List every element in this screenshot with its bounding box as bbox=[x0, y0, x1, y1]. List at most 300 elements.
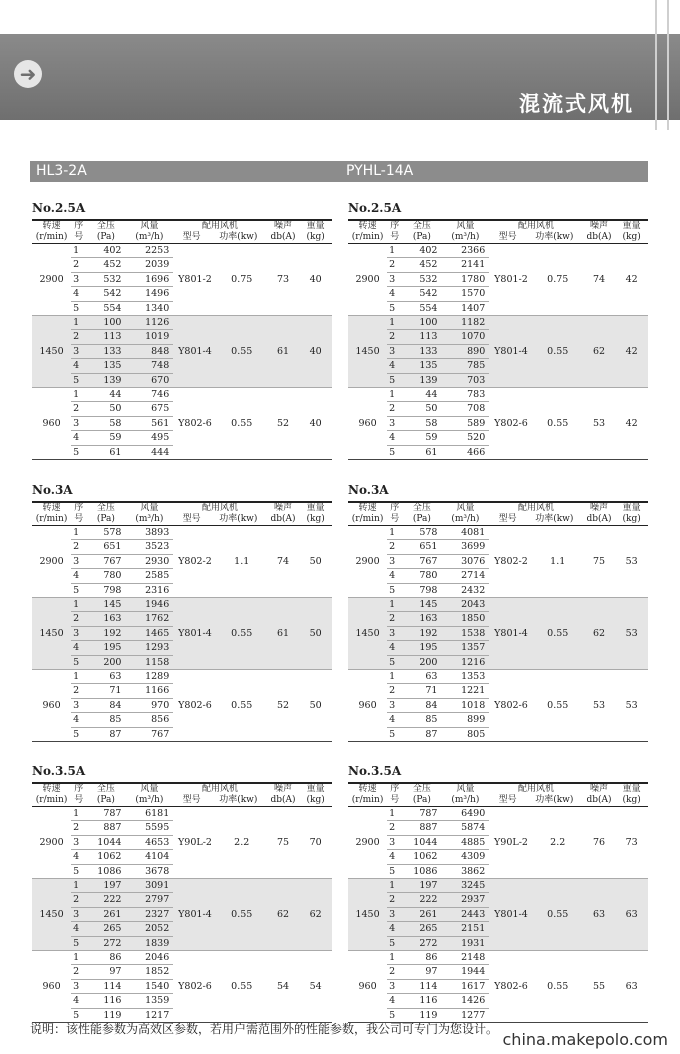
table-header bbox=[32, 502, 332, 526]
seq-cell: 2 bbox=[73, 259, 80, 271]
seq-cell: 3 bbox=[389, 273, 396, 285]
noise-header: 噪声 db(A) bbox=[270, 503, 296, 524]
weight-cell: 40 bbox=[309, 417, 322, 429]
power-cell: 0.55 bbox=[231, 908, 253, 920]
seq-cell: 2 bbox=[389, 822, 396, 834]
pressure-cell: 61 bbox=[109, 446, 122, 458]
seq-cell: 4 bbox=[73, 995, 80, 1007]
motor-model-cell: Y802-6 bbox=[494, 417, 528, 429]
section-title: No.3.5A bbox=[348, 764, 402, 778]
flow-cell: 2327 bbox=[145, 908, 170, 920]
pressure-cell: 87 bbox=[109, 728, 122, 740]
pressure-cell: 1044 bbox=[413, 836, 438, 848]
flow-cell: 1357 bbox=[461, 642, 486, 654]
pressure-cell: 139 bbox=[419, 374, 438, 386]
seq-cell: 3 bbox=[389, 555, 396, 567]
table-row bbox=[348, 951, 648, 965]
weight-header: 重量 (kg) bbox=[622, 503, 641, 524]
pressure-cell: 63 bbox=[425, 671, 438, 683]
speed-group bbox=[32, 598, 332, 670]
speed-group bbox=[32, 388, 332, 460]
pressure-cell: 1086 bbox=[413, 865, 438, 877]
seq-cell: 4 bbox=[389, 288, 396, 300]
speed-header: 转速 (r/min) bbox=[35, 221, 68, 242]
speed-cell: 1450 bbox=[39, 908, 64, 920]
pressure-cell: 651 bbox=[419, 541, 438, 553]
power-cell: 0.55 bbox=[547, 345, 569, 357]
flow-cell: 1359 bbox=[145, 995, 170, 1007]
pressure-cell: 261 bbox=[103, 908, 122, 920]
seq-cell: 3 bbox=[73, 273, 80, 285]
flow-cell: 495 bbox=[151, 432, 170, 444]
pressure-cell: 59 bbox=[425, 432, 438, 444]
noise-cell: 62 bbox=[592, 627, 606, 639]
flow-cell: 6490 bbox=[461, 808, 486, 819]
flow-cell: 1217 bbox=[145, 1009, 170, 1021]
seq-cell: 4 bbox=[389, 923, 396, 935]
table-header bbox=[348, 502, 648, 526]
noise-header: 噪声 db(A) bbox=[586, 221, 612, 242]
noise-cell: 61 bbox=[276, 345, 290, 357]
pressure-cell: 767 bbox=[419, 555, 438, 567]
noise-cell: 63 bbox=[592, 908, 606, 920]
seq-cell: 1 bbox=[389, 952, 396, 964]
weight-cell: 40 bbox=[309, 273, 322, 285]
motor-header: 配用风机 型号 功率(kw) bbox=[498, 221, 574, 242]
motor-model-cell: Y801-4 bbox=[178, 345, 212, 357]
pressure-cell: 100 bbox=[419, 317, 438, 329]
seq-cell: 4 bbox=[73, 851, 80, 863]
power-cell: 2.2 bbox=[234, 836, 250, 848]
seq-cell: 3 bbox=[389, 627, 396, 639]
seq-cell: 2 bbox=[389, 259, 396, 271]
pressure-cell: 114 bbox=[419, 980, 438, 992]
motor-header: 配用风机 型号 功率(kw) bbox=[182, 221, 258, 242]
pressure-cell: 135 bbox=[103, 360, 122, 372]
seq-cell: 1 bbox=[73, 671, 80, 683]
flow-cell: 2797 bbox=[145, 894, 170, 906]
seq-cell: 1 bbox=[73, 880, 80, 892]
seq-cell: 3 bbox=[389, 417, 396, 429]
flow-cell: 3523 bbox=[145, 541, 170, 553]
table-row bbox=[32, 526, 332, 540]
flow-cell: 2937 bbox=[461, 894, 486, 906]
pressure-cell: 113 bbox=[103, 331, 122, 343]
pressure-cell: 578 bbox=[419, 527, 438, 538]
flow-cell: 783 bbox=[467, 389, 486, 401]
flow-cell: 2585 bbox=[145, 570, 170, 582]
flow-cell: 1166 bbox=[145, 685, 170, 697]
pressure-cell: 222 bbox=[419, 894, 438, 906]
flow-cell: 1852 bbox=[145, 966, 170, 978]
table-row bbox=[348, 388, 648, 402]
motor-model-cell: Y90L-2 bbox=[178, 836, 212, 848]
section-title: No.2.5A bbox=[348, 201, 402, 215]
seq-header: 序 号 bbox=[74, 221, 84, 242]
flow-cell: 1850 bbox=[461, 613, 486, 625]
seq-cell: 1 bbox=[73, 527, 80, 538]
seq-cell: 3 bbox=[73, 555, 80, 567]
table-row bbox=[32, 388, 332, 402]
flow-cell: 675 bbox=[151, 403, 170, 415]
power-cell: 0.55 bbox=[231, 980, 253, 992]
motor-header: 配用风机 型号 功率(kw) bbox=[498, 784, 574, 805]
seq-cell: 1 bbox=[389, 245, 396, 256]
pressure-cell: 554 bbox=[103, 302, 122, 314]
weight-header: 重量 (kg) bbox=[622, 784, 641, 805]
pressure-header: 全压 (Pa) bbox=[412, 503, 431, 524]
seq-cell: 2 bbox=[73, 894, 80, 906]
flow-cell: 1839 bbox=[145, 937, 170, 949]
seq-cell: 3 bbox=[73, 345, 80, 357]
power-cell: 0.55 bbox=[547, 699, 569, 711]
noise-cell: 62 bbox=[276, 908, 290, 920]
section-title: No.3A bbox=[32, 483, 73, 497]
pressure-cell: 192 bbox=[419, 627, 438, 639]
table-row bbox=[348, 807, 648, 821]
pressure-cell: 50 bbox=[425, 403, 438, 415]
pressure-cell: 1086 bbox=[97, 865, 122, 877]
seq-cell: 2 bbox=[73, 966, 80, 978]
spec-table bbox=[348, 501, 648, 742]
noise-header: 噪声 db(A) bbox=[586, 503, 612, 524]
speed-cell: 1450 bbox=[355, 345, 380, 357]
pressure-cell: 265 bbox=[419, 923, 438, 935]
pressure-cell: 887 bbox=[103, 822, 122, 834]
seq-cell: 2 bbox=[73, 613, 80, 625]
weight-cell: 42 bbox=[625, 273, 638, 285]
flow-cell: 970 bbox=[151, 699, 170, 711]
power-cell: 0.55 bbox=[231, 699, 253, 711]
motor-model-cell: Y801-4 bbox=[494, 908, 528, 920]
pressure-cell: 133 bbox=[419, 345, 438, 357]
seq-cell: 4 bbox=[73, 923, 80, 935]
noise-cell: 61 bbox=[276, 627, 290, 639]
seq-cell: 4 bbox=[389, 570, 396, 582]
pressure-cell: 780 bbox=[419, 570, 438, 582]
pressure-cell: 452 bbox=[419, 259, 438, 271]
weight-cell: 53 bbox=[625, 699, 638, 711]
motor-model-cell: Y802-6 bbox=[178, 980, 212, 992]
flow-cell: 4309 bbox=[461, 851, 486, 863]
motor-model-cell: Y801-2 bbox=[178, 273, 212, 285]
flow-cell: 1018 bbox=[461, 699, 486, 711]
flow-cell: 1070 bbox=[461, 331, 486, 343]
pressure-cell: 97 bbox=[109, 966, 122, 978]
pressure-header: 全压 (Pa) bbox=[96, 784, 115, 805]
seq-cell: 2 bbox=[73, 822, 80, 834]
pressure-cell: 787 bbox=[103, 808, 122, 819]
weight-cell: 53 bbox=[625, 627, 638, 639]
pressure-cell: 195 bbox=[419, 642, 438, 654]
speed-cell: 2900 bbox=[355, 273, 380, 285]
pressure-cell: 113 bbox=[419, 331, 438, 343]
flow-cell: 1216 bbox=[461, 656, 486, 668]
seq-cell: 3 bbox=[389, 980, 396, 992]
power-cell: 1.1 bbox=[234, 555, 250, 567]
speed-header: 转速 (r/min) bbox=[351, 503, 384, 524]
speed-group bbox=[32, 526, 332, 598]
flow-cell: 748 bbox=[151, 360, 170, 372]
seq-cell: 5 bbox=[389, 584, 396, 596]
pressure-cell: 272 bbox=[103, 937, 122, 949]
speed-group bbox=[32, 244, 332, 316]
flow-cell: 1696 bbox=[145, 273, 170, 285]
flow-cell: 1340 bbox=[145, 302, 170, 314]
flow-cell: 3862 bbox=[461, 865, 486, 877]
flow-cell: 3076 bbox=[461, 555, 486, 567]
noise-cell: 74 bbox=[592, 273, 606, 285]
flow-cell: 1426 bbox=[461, 995, 486, 1007]
speed-cell: 2900 bbox=[39, 273, 64, 285]
flow-cell: 2141 bbox=[461, 259, 486, 271]
pressure-header: 全压 (Pa) bbox=[412, 221, 431, 242]
speed-group bbox=[32, 670, 332, 742]
spec-table bbox=[32, 219, 332, 460]
flow-cell: 746 bbox=[151, 389, 170, 401]
flow-cell: 1221 bbox=[461, 685, 486, 697]
power-cell: 0.75 bbox=[547, 273, 569, 285]
spec-table bbox=[32, 782, 332, 1023]
flow-cell: 5874 bbox=[461, 822, 486, 834]
arrow-right-icon: ➜ bbox=[14, 60, 42, 88]
pressure-cell: 787 bbox=[419, 808, 438, 819]
speed-cell: 1450 bbox=[355, 908, 380, 920]
noise-header: 噪声 db(A) bbox=[270, 784, 296, 805]
seq-cell: 1 bbox=[73, 389, 80, 401]
table-row bbox=[348, 670, 648, 684]
pressure-cell: 145 bbox=[103, 599, 122, 611]
seq-cell: 4 bbox=[389, 360, 396, 372]
weight-header: 重量 (kg) bbox=[306, 221, 325, 242]
flow-cell: 5595 bbox=[145, 822, 170, 834]
seq-cell: 3 bbox=[389, 345, 396, 357]
pressure-cell: 100 bbox=[103, 317, 122, 329]
flow-cell: 1158 bbox=[145, 656, 170, 668]
flow-cell: 589 bbox=[467, 417, 486, 429]
flow-cell: 1465 bbox=[145, 627, 170, 639]
pressure-cell: 197 bbox=[103, 880, 122, 892]
section-title: No.3A bbox=[348, 483, 389, 497]
pressure-cell: 84 bbox=[425, 699, 438, 711]
flow-cell: 3245 bbox=[461, 880, 486, 892]
seq-header: 序 号 bbox=[390, 221, 400, 242]
noise-cell: 54 bbox=[276, 980, 290, 992]
seq-cell: 4 bbox=[389, 995, 396, 1007]
seq-cell: 3 bbox=[73, 627, 80, 639]
pressure-cell: 1062 bbox=[97, 851, 122, 863]
pressure-cell: 265 bbox=[103, 923, 122, 935]
model-right: PYHL-14A bbox=[346, 163, 414, 179]
table-row bbox=[32, 670, 332, 684]
pressure-cell: 163 bbox=[103, 613, 122, 625]
pressure-cell: 1062 bbox=[413, 851, 438, 863]
seq-cell: 4 bbox=[73, 432, 80, 444]
seq-cell: 3 bbox=[73, 908, 80, 920]
seq-cell: 2 bbox=[389, 331, 396, 343]
pressure-cell: 200 bbox=[419, 656, 438, 668]
pressure-cell: 139 bbox=[103, 374, 122, 386]
motor-header: 配用风机 型号 功率(kw) bbox=[182, 503, 258, 524]
pressure-cell: 402 bbox=[103, 245, 122, 256]
table-row bbox=[348, 598, 648, 612]
flow-cell: 890 bbox=[467, 345, 486, 357]
speed-cell: 2900 bbox=[355, 555, 380, 567]
pressure-cell: 532 bbox=[103, 273, 122, 285]
seq-cell: 5 bbox=[389, 302, 396, 314]
weight-header: 重量 (kg) bbox=[306, 503, 325, 524]
pressure-cell: 200 bbox=[103, 656, 122, 668]
pressure-cell: 651 bbox=[103, 541, 122, 553]
flow-cell: 2039 bbox=[145, 259, 170, 271]
flow-header: 风量 (m³/h) bbox=[451, 503, 480, 524]
speed-group bbox=[348, 244, 648, 316]
seq-cell: 5 bbox=[73, 656, 80, 668]
flow-cell: 2151 bbox=[461, 923, 486, 935]
table-row bbox=[348, 879, 648, 893]
power-cell: 0.55 bbox=[547, 908, 569, 920]
motor-model-cell: Y802-6 bbox=[178, 417, 212, 429]
flow-cell: 703 bbox=[467, 374, 486, 386]
flow-cell: 1931 bbox=[461, 937, 486, 949]
seq-header: 序 号 bbox=[74, 503, 84, 524]
pressure-cell: 44 bbox=[425, 389, 438, 401]
flow-cell: 4653 bbox=[145, 836, 170, 848]
seq-cell: 2 bbox=[73, 403, 80, 415]
section-title: No.2.5A bbox=[32, 201, 86, 215]
seq-cell: 1 bbox=[389, 317, 396, 329]
pressure-cell: 84 bbox=[109, 699, 122, 711]
flow-cell: 1182 bbox=[461, 317, 486, 329]
seq-cell: 5 bbox=[389, 865, 396, 877]
seq-cell: 1 bbox=[389, 671, 396, 683]
flow-cell: 6181 bbox=[145, 808, 170, 819]
table-row bbox=[32, 879, 332, 893]
speed-cell: 960 bbox=[358, 980, 377, 992]
seq-cell: 4 bbox=[73, 642, 80, 654]
seq-cell: 1 bbox=[73, 317, 80, 329]
pressure-cell: 133 bbox=[103, 345, 122, 357]
table-row bbox=[32, 316, 332, 330]
flow-cell: 2930 bbox=[145, 555, 170, 567]
flow-cell: 1019 bbox=[145, 331, 170, 343]
seq-cell: 1 bbox=[73, 808, 80, 819]
speed-group bbox=[32, 879, 332, 951]
pressure-cell: 195 bbox=[103, 642, 122, 654]
weight-cell: 40 bbox=[309, 345, 322, 357]
seq-cell: 5 bbox=[73, 374, 80, 386]
motor-model-cell: Y802-2 bbox=[494, 555, 528, 567]
pressure-cell: 44 bbox=[109, 389, 122, 401]
flow-cell: 4081 bbox=[461, 527, 486, 538]
page-title: 混流式风机 bbox=[519, 92, 634, 116]
spec-table bbox=[32, 501, 332, 742]
power-cell: 0.55 bbox=[547, 627, 569, 639]
flow-cell: 561 bbox=[151, 417, 170, 429]
pressure-cell: 798 bbox=[419, 584, 438, 596]
speed-cell: 2900 bbox=[39, 555, 64, 567]
pressure-cell: 85 bbox=[425, 714, 438, 726]
noise-cell: 53 bbox=[592, 699, 606, 711]
speed-group bbox=[32, 807, 332, 879]
seq-header: 序 号 bbox=[390, 503, 400, 524]
seq-cell: 2 bbox=[389, 613, 396, 625]
seq-cell: 5 bbox=[389, 374, 396, 386]
seq-cell: 1 bbox=[73, 245, 80, 256]
noise-cell: 75 bbox=[592, 555, 606, 567]
seq-cell: 5 bbox=[389, 728, 396, 740]
seq-cell: 5 bbox=[73, 937, 80, 949]
flow-cell: 2432 bbox=[461, 584, 486, 596]
seq-cell: 3 bbox=[73, 836, 80, 848]
pressure-cell: 114 bbox=[103, 980, 122, 992]
table-header bbox=[32, 220, 332, 244]
flow-cell: 1540 bbox=[145, 980, 170, 992]
speed-group bbox=[348, 807, 648, 879]
power-cell: 0.55 bbox=[231, 345, 253, 357]
pressure-cell: 71 bbox=[109, 685, 122, 697]
seq-cell: 2 bbox=[389, 894, 396, 906]
flow-cell: 444 bbox=[151, 446, 170, 458]
speed-cell: 2900 bbox=[39, 836, 64, 848]
seq-cell: 5 bbox=[73, 446, 80, 458]
seq-cell: 4 bbox=[389, 714, 396, 726]
motor-header: 配用风机 型号 功率(kw) bbox=[498, 503, 574, 524]
pressure-cell: 116 bbox=[103, 995, 122, 1007]
speed-cell: 1450 bbox=[39, 345, 64, 357]
noise-cell: 74 bbox=[276, 555, 290, 567]
seq-cell: 1 bbox=[389, 880, 396, 892]
seq-cell: 2 bbox=[73, 685, 80, 697]
pressure-cell: 87 bbox=[425, 728, 438, 740]
table-header bbox=[348, 783, 648, 807]
seq-cell: 3 bbox=[73, 699, 80, 711]
seq-cell: 5 bbox=[73, 584, 80, 596]
power-cell: 0.75 bbox=[231, 273, 253, 285]
pressure-cell: 59 bbox=[109, 432, 122, 444]
flow-cell: 2253 bbox=[145, 245, 170, 256]
motor-model-cell: Y801-2 bbox=[494, 273, 528, 285]
flow-header: 风量 (m³/h) bbox=[451, 784, 480, 805]
pressure-cell: 192 bbox=[103, 627, 122, 639]
pressure-cell: 197 bbox=[419, 880, 438, 892]
pressure-cell: 119 bbox=[419, 1009, 438, 1021]
flow-cell: 1289 bbox=[145, 671, 170, 683]
speed-header: 转速 (r/min) bbox=[351, 784, 384, 805]
flow-cell: 670 bbox=[151, 374, 170, 386]
pressure-cell: 272 bbox=[419, 937, 438, 949]
speed-cell: 960 bbox=[42, 417, 61, 429]
seq-cell: 5 bbox=[73, 302, 80, 314]
flow-cell: 2046 bbox=[145, 952, 170, 964]
motor-model-cell: Y90L-2 bbox=[494, 836, 528, 848]
seq-cell: 5 bbox=[389, 446, 396, 458]
noise-cell: 73 bbox=[276, 273, 290, 285]
pressure-cell: 86 bbox=[425, 952, 438, 964]
flow-header: 风量 (m³/h) bbox=[135, 503, 164, 524]
noise-cell: 76 bbox=[592, 836, 606, 848]
speed-header: 转速 (r/min) bbox=[35, 503, 68, 524]
seq-cell: 1 bbox=[389, 389, 396, 401]
seq-cell: 5 bbox=[73, 728, 80, 740]
weight-cell: 63 bbox=[625, 908, 638, 920]
pressure-cell: 532 bbox=[419, 273, 438, 285]
table-row bbox=[348, 244, 648, 258]
pressure-cell: 58 bbox=[425, 417, 438, 429]
table-row bbox=[32, 244, 332, 258]
table-row bbox=[32, 951, 332, 965]
motor-model-cell: Y802-6 bbox=[494, 980, 528, 992]
